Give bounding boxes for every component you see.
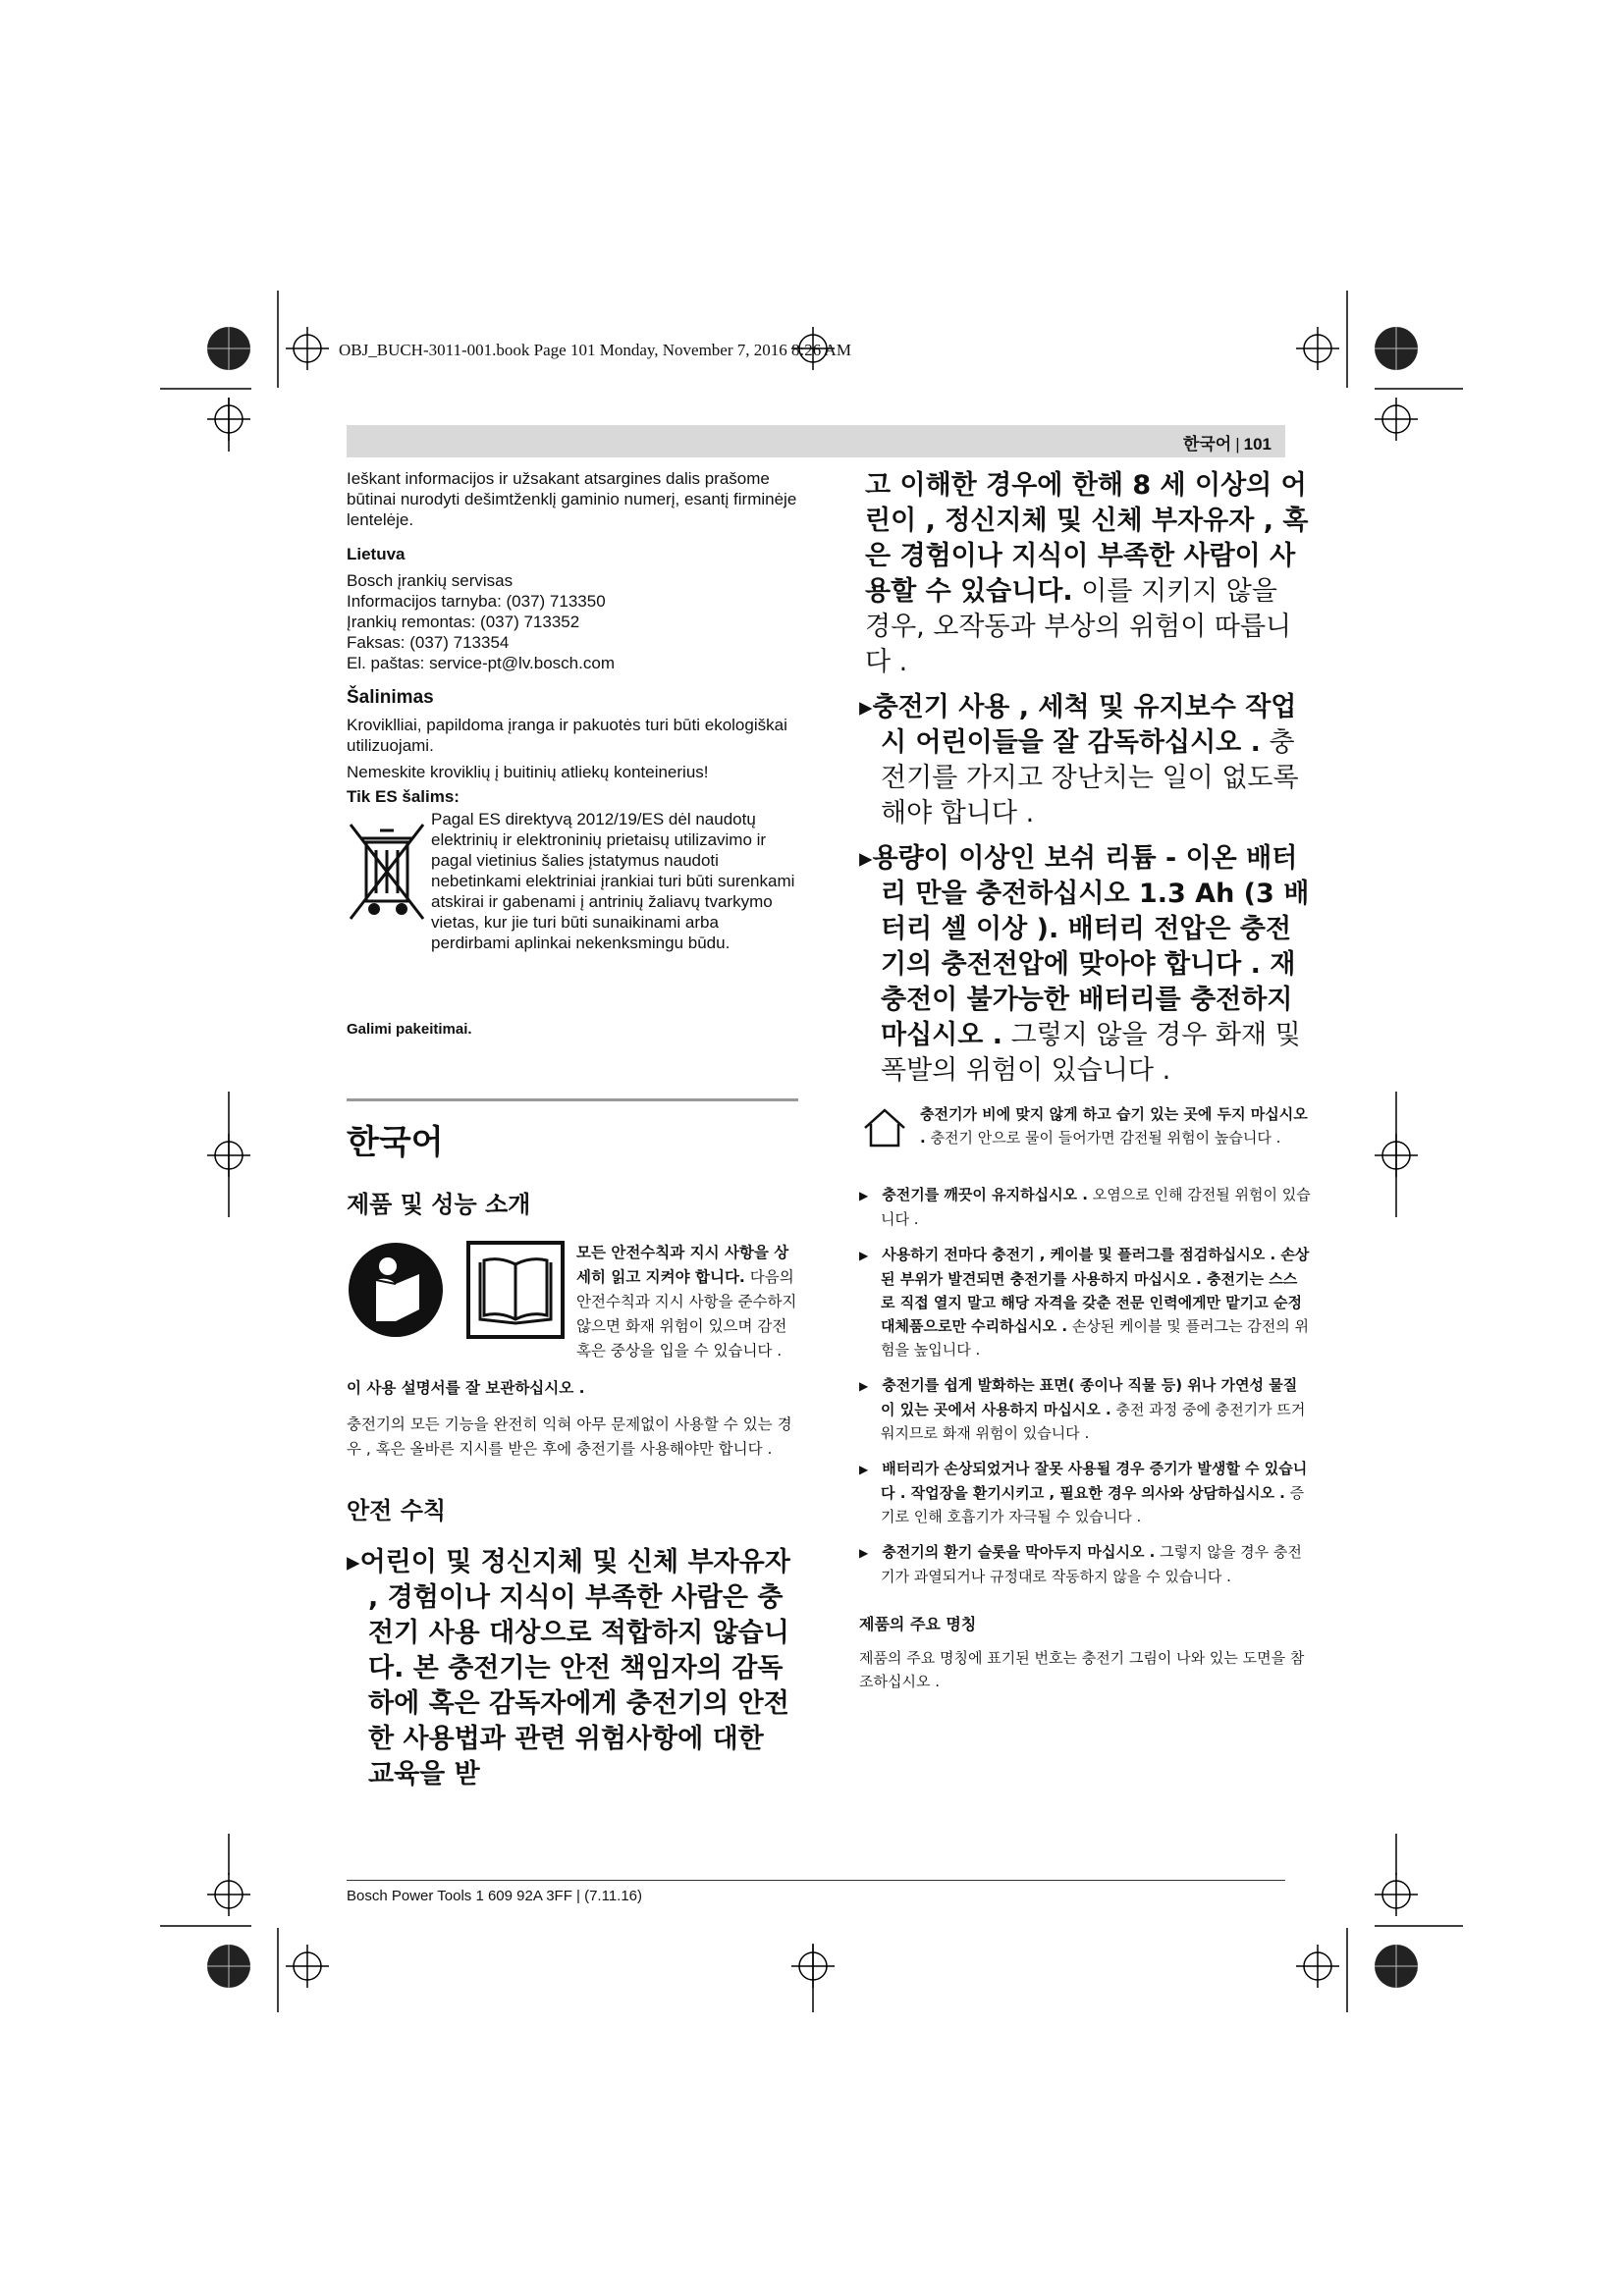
- item-rest: 그렇지 않을 경우 충전기가 과열되거나 규정대로 작동하지 않을 수 있습니다 .: [881, 1543, 1302, 1585]
- usage-paragraph: 충전기의 모든 기능을 완전히 익혀 아무 문제없이 사용할 수 있는 경우 , 혹은 올바른 지시를 받은 후에 충전기를 사용해야만 합니다 .: [347, 1415, 792, 1458]
- weee-block: [347, 809, 798, 1001]
- item-bold: 충전기의 환기 슬롯을 막아두지 마십시오 .: [882, 1543, 1156, 1561]
- contact-line: Informacijos tarnyba: (037) 713350: [347, 592, 606, 611]
- item-rest: 충전 과정 중에 충전기가 뜨거워지므로 화재 위험이 있습니다 .: [881, 1401, 1306, 1442]
- salinimas-paragraph-1: Kroviklliai, papildoma įranga ir pakuotės turi būti ekologiškai utilizuojami.: [347, 716, 787, 755]
- list-item: ▶ 사용하기 전마다 충전기 , 케이블 및 플러그를 점검하십시오 . 손상된 부위가 발견되면 충전기를 사용하지 마십시오 . 충전기는 스스로 직접 열지 말고 해당 자격을 갖춘 전문 인력에게만 맡기고 순정 대체품으로만 수리하십시오 . 손상된 케이블 및 플러그는 감전의 위험을 높입니다 .: [859, 1246, 1310, 1359]
- list-item: ▶ 충전기의 환기 슬롯을 막아두지 마십시오 . 그렇지 않을 경우 충전기가 과열되거나 규정대로 작동하지 않을 수 있습니다 .: [859, 1543, 1302, 1585]
- page-footer: Bosch Power Tools 1 609 92A 3FF | (7.11.16): [347, 1888, 643, 1904]
- manual-book-icon: [466, 1241, 565, 1339]
- salinimas-heading: Šalinimas: [347, 687, 434, 708]
- changes-note: Galimi pakeitimai.: [347, 1021, 472, 1038]
- bullet-triangle-icon: ▸: [859, 692, 873, 722]
- moisture-rest: 충전기 안으로 물이 들어가면 감전될 위험이 높습니다 .: [930, 1129, 1281, 1147]
- continued-bullet: [859, 468, 1311, 680]
- continued-rest: 이를 지키지 않을 경우, 오작동과 부상의 위험이 따릅니다 .: [865, 576, 1292, 677]
- page-header: 한국어 | 101: [1182, 435, 1272, 454]
- item-bold: 충전기를 쉽게 발화하는 표면( 종이나 직물 등) 위나 가연성 물질이 있는 곳에서 사용하지 마십시오 .: [881, 1376, 1298, 1418]
- contact-line: Faksas: (037) 713354: [347, 633, 510, 652]
- item-bold: 충전기를 깨끗이 유지하십시오 .: [882, 1186, 1088, 1203]
- right-column: [859, 468, 1311, 1693]
- book-info-line: OBJ_BUCH-3011-001.book Page 101 Monday, November 7, 2016 8:26 AM: [339, 341, 851, 359]
- intro-paragraph: Ieškant informacijos ir užsakant atsargines dalis prašome būtinai nurodyti dešimtženklį gaminio numerį, esantį firminėje lentelėje.: [347, 469, 797, 529]
- tik-es-heading: Tik ES šalims:: [347, 787, 460, 806]
- page-number: 101: [1243, 435, 1272, 454]
- bullet-triangle-icon: ▸: [347, 1547, 360, 1577]
- charger-bullet-list: [859, 1183, 1311, 1588]
- list-item: ▶ 배터리가 손상되었거나 잘못 사용될 경우 증기가 발생할 수 있습니다 . 작업장을 환기시키고 , 필요한 경우 의사와 상담하십시오 . 증기로 인해 호흡기가 자극될 수 있습니다 .: [859, 1460, 1308, 1525]
- product-intro-heading: 제품 및 성능 소개: [347, 1191, 531, 1218]
- item-rest: 오염으로 인해 감전될 위험이 있습니다 .: [881, 1186, 1311, 1228]
- keep-manual-note: 이 사용 설명서를 잘 보관하십시오 .: [347, 1379, 585, 1397]
- left-column: [347, 468, 798, 1792]
- header-section: 한국어: [1182, 435, 1232, 454]
- item-rest: 증기로 인해 호흡기가 자극될 수 있습니다 .: [881, 1484, 1305, 1525]
- read-manual-icon: [347, 1241, 445, 1339]
- moisture-bold: 충전기가 비에 맞지 않게 하고 습기 있는 곳에 두지 마십시오 .: [920, 1105, 1308, 1147]
- list-item: ▶ 충전기를 쉽게 발화하는 표면( 종이나 직물 등) 위나 가연성 물질이 있는 곳에서 사용하지 마십시오 . 충전 과정 중에 충전기가 뜨거워지므로 화재 위험이 있습니다 .: [859, 1376, 1306, 1442]
- bullet-rest: 그렇지 않을 경우 화재 및 폭발의 위험이 있습니다 .: [881, 1020, 1301, 1086]
- contact-line: Įrankių remontas: (037) 713352: [347, 613, 580, 631]
- contact-line: Bosch įrankių servisas: [347, 571, 514, 590]
- item-bold: 사용하기 전마다 충전기 , 케이블 및 플러그를 점검하십시오 . 손상된 부위가 발견되면 충전기를 사용하지 마십시오 . 충전기는 스스로 직접 열지 말고 해당 자격을 갖춘 전문 인력에게만 맡기고 순정 대체품으로만 수리하십시오 .: [881, 1246, 1310, 1335]
- supervise-children-bullet: [859, 690, 1311, 831]
- warning-rest: 다음의 안전수칙과 지시 사항을 준수하지 않으면 화재 위험이 있으며 감전 혹은 중상을 입을 수 있습니다 .: [576, 1268, 797, 1360]
- korean-section-title: 한국어: [347, 1123, 444, 1162]
- page-header-bar: [347, 425, 1285, 457]
- bullet-triangle-icon: ▸: [859, 843, 873, 874]
- bullet-bold: 충전기 사용 , 세척 및 유지보수 작업 시 어린이들을 잘 감독하십시오 .: [872, 692, 1297, 758]
- bullet-rest: 충전기를 가지고 장난치는 일이 없도록 해야 합니다 .: [881, 727, 1299, 828]
- warning-bold: 모든 안전수칙과 지시 사항을 상세히 읽고 지켜야 합니다.: [576, 1244, 789, 1286]
- continued-bold: 고 이해한 경우에 한해 8 세 이상의 어린이 , 정신지체 및 신체 부자유자 , 혹은 경험이나 지식이 부족한 사람이 사용할 수 있습니다.: [865, 470, 1309, 607]
- footer-rule: [347, 1880, 1285, 1881]
- lietuva-heading: Lietuva: [347, 545, 406, 563]
- section-divider: [347, 1098, 798, 1101]
- moisture-text: [920, 1102, 1311, 1149]
- product-features-heading: 제품의 주요 명칭: [859, 1615, 977, 1633]
- lietuva-contacts: [347, 570, 798, 673]
- product-features-text: 제품의 주요 명칭에 표기된 번호는 충전기 그림이 나와 있는 도면을 참조하십시오 .: [859, 1649, 1305, 1690]
- salinimas-paragraph-2: Nemeskite kroviklių į buitinių atliekų konteinerius!: [347, 763, 709, 781]
- safety-heading: 안전 수칙: [347, 1497, 447, 1524]
- item-rest: 손상된 케이블 및 플러그는 감전의 위험을 높입니다 .: [881, 1317, 1310, 1359]
- weee-text: Pagal ES direktyvą 2012/19/ES dėl naudotų elektrinių ir elektroninių prietaisų utilizavimo ir pagal vietinius šalies įstatymus naudoti nebetinkami elektriniai įrankiai turi būti surenkami atskirai ir gabenami į antrinių žaliavų tvarkymo vietas, kur jie turi būti sunaikinami arba perdirbami aplinkai nekenksmingu būdu.: [431, 810, 795, 952]
- warning-text: [576, 1241, 798, 1363]
- contact-line: El. paštas: service-pt@lv.bosch.com: [347, 654, 615, 672]
- moisture-warning: [859, 1102, 1311, 1181]
- warning-block: [347, 1241, 798, 1361]
- bullet-bold: 용량이 이상인 보쉬 리튬 - 이온 배터리 만을 충전하십시오 1.3 Ah (3 배터리 셀 이상 ). 배터리 전압은 충전기의 충전전압에 맞아야 합니다 . 재충전이 불가능한 배터리를 충전하지 마십시오 .: [872, 843, 1310, 1050]
- safety-bullet-text: 어린이 및 정신지체 및 신체 부자유자 , 경험이나 지식이 부족한 사람은 충전기 사용 대상으로 적합하지 않습니다. 본 충전기는 안전 책임자의 감독 하에 혹은 감독자에게 충전기의 안전한 사용법과 관련 위험사항에 대한 교육을 받: [359, 1547, 790, 1789]
- house-icon: [861, 1106, 908, 1149]
- list-item: ▶ 충전기를 깨끗이 유지하십시오 . 오염으로 인해 감전될 위험이 있습니다 .: [859, 1186, 1311, 1228]
- crossed-bin-icon: [347, 821, 427, 929]
- battery-bullet: [859, 841, 1311, 1089]
- safety-bullet-children: [347, 1545, 798, 1792]
- item-bold: 배터리가 손상되었거나 잘못 사용될 경우 증기가 발생할 수 있습니다 . 작업장을 환기시키고 , 필요한 경우 의사와 상담하십시오 .: [881, 1460, 1308, 1502]
